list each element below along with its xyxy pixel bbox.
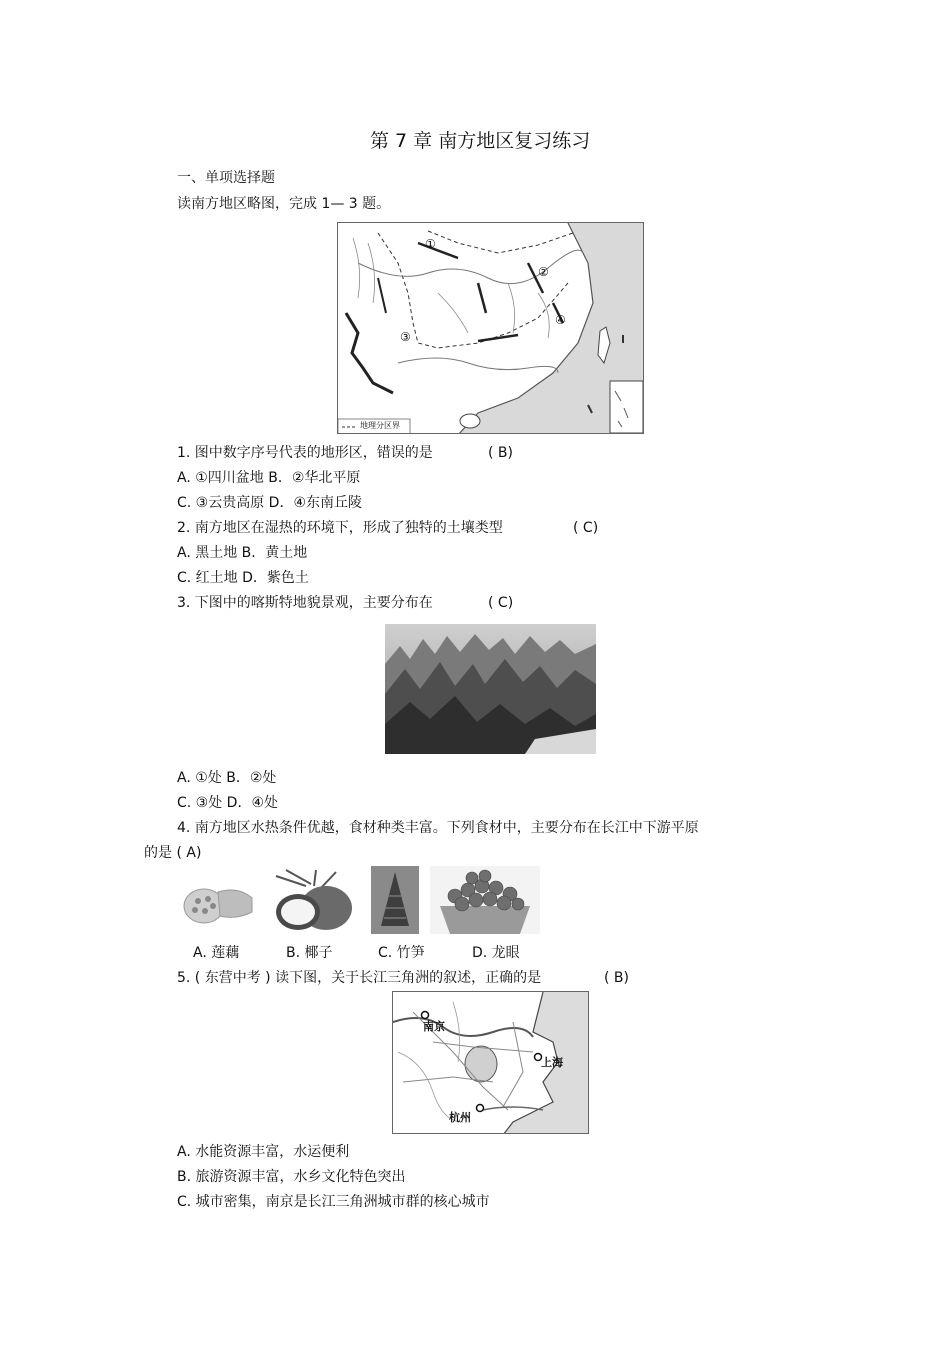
food-label-a: A. 莲藕 — [193, 945, 240, 961]
q1-option-ab: A. ①四川盆地 B．②华北平原 — [177, 470, 361, 486]
q2-option-cd: C. 红土地 D．紫色土 — [177, 570, 309, 586]
q2-answer: ( C) — [573, 520, 599, 536]
coconut-image — [266, 866, 356, 934]
q3-answer: ( C) — [488, 595, 514, 611]
lotus-root-image — [178, 868, 256, 932]
q5-answer: ( B) — [604, 970, 629, 986]
q4-stem-line2: 的是 ( A) — [144, 845, 202, 861]
map-marker-2: ② — [538, 265, 549, 279]
page-title: 第 7 章 南方地区复习练习 — [370, 130, 591, 152]
q1-option-cd: C. ③云贵高原 D．④东南丘陵 — [177, 495, 363, 511]
q1-answer: ( B) — [488, 445, 513, 461]
q5-option-c: C. 城市密集，南京是长江三角洲城市群的核心城市 — [177, 1194, 490, 1210]
q2-stem: 2. 南方地区在湿热的环境下，形成了独特的土壤类型 — [177, 520, 503, 536]
map-legend-label: 地理分区界 — [360, 421, 400, 430]
section-heading: 一、单项选择题 — [177, 170, 275, 186]
food-label-d: D. 龙眼 — [472, 945, 520, 961]
q3-stem: 3. 下图中的喀斯特地貌景观，主要分布在 — [177, 595, 433, 611]
yangtze-delta-map — [392, 991, 589, 1134]
city-label-nanjing: 南京 — [423, 1020, 445, 1033]
q3-option-cd: C. ③处 D．④处 — [177, 795, 279, 811]
southern-china-map — [337, 222, 644, 434]
q5-option-a: A. 水能资源丰富，水运便利 — [177, 1144, 350, 1160]
intro-text: 读南方地区略图，完成 1— 3 题。 — [177, 196, 391, 212]
food-label-c: C. 竹笋 — [378, 945, 425, 961]
map-marker-4: ④ — [555, 313, 566, 327]
city-label-hangzhou: 杭州 — [449, 1111, 471, 1124]
q5-stem: 5. ( 东营中考 ) 读下图，关于长江三角洲的叙述，正确的是 — [177, 970, 542, 986]
karst-landscape-photo — [385, 624, 596, 754]
q1-stem: 1. 图中数字序号代表的地形区，错误的是 — [177, 445, 433, 461]
bamboo-shoot-image — [371, 866, 419, 934]
map-marker-1: ① — [425, 237, 436, 251]
food-label-b: B. 椰子 — [286, 945, 333, 961]
city-label-shanghai: 上海 — [541, 1056, 563, 1069]
q2-option-ab: A. 黑土地 B．黄土地 — [177, 545, 308, 561]
q3-option-ab: A. ①处 B．②处 — [177, 770, 277, 786]
map-drawing — [338, 223, 644, 434]
map-marker-3: ③ — [400, 330, 411, 344]
q5-option-b: B. 旅游资源丰富，水乡文化特色突出 — [177, 1169, 406, 1185]
q4-stem-line1: 4. 南方地区水热条件优越，食材种类丰富。下列食材中，主要分布在长江中下游平原 — [177, 820, 699, 836]
longan-image — [430, 866, 540, 934]
